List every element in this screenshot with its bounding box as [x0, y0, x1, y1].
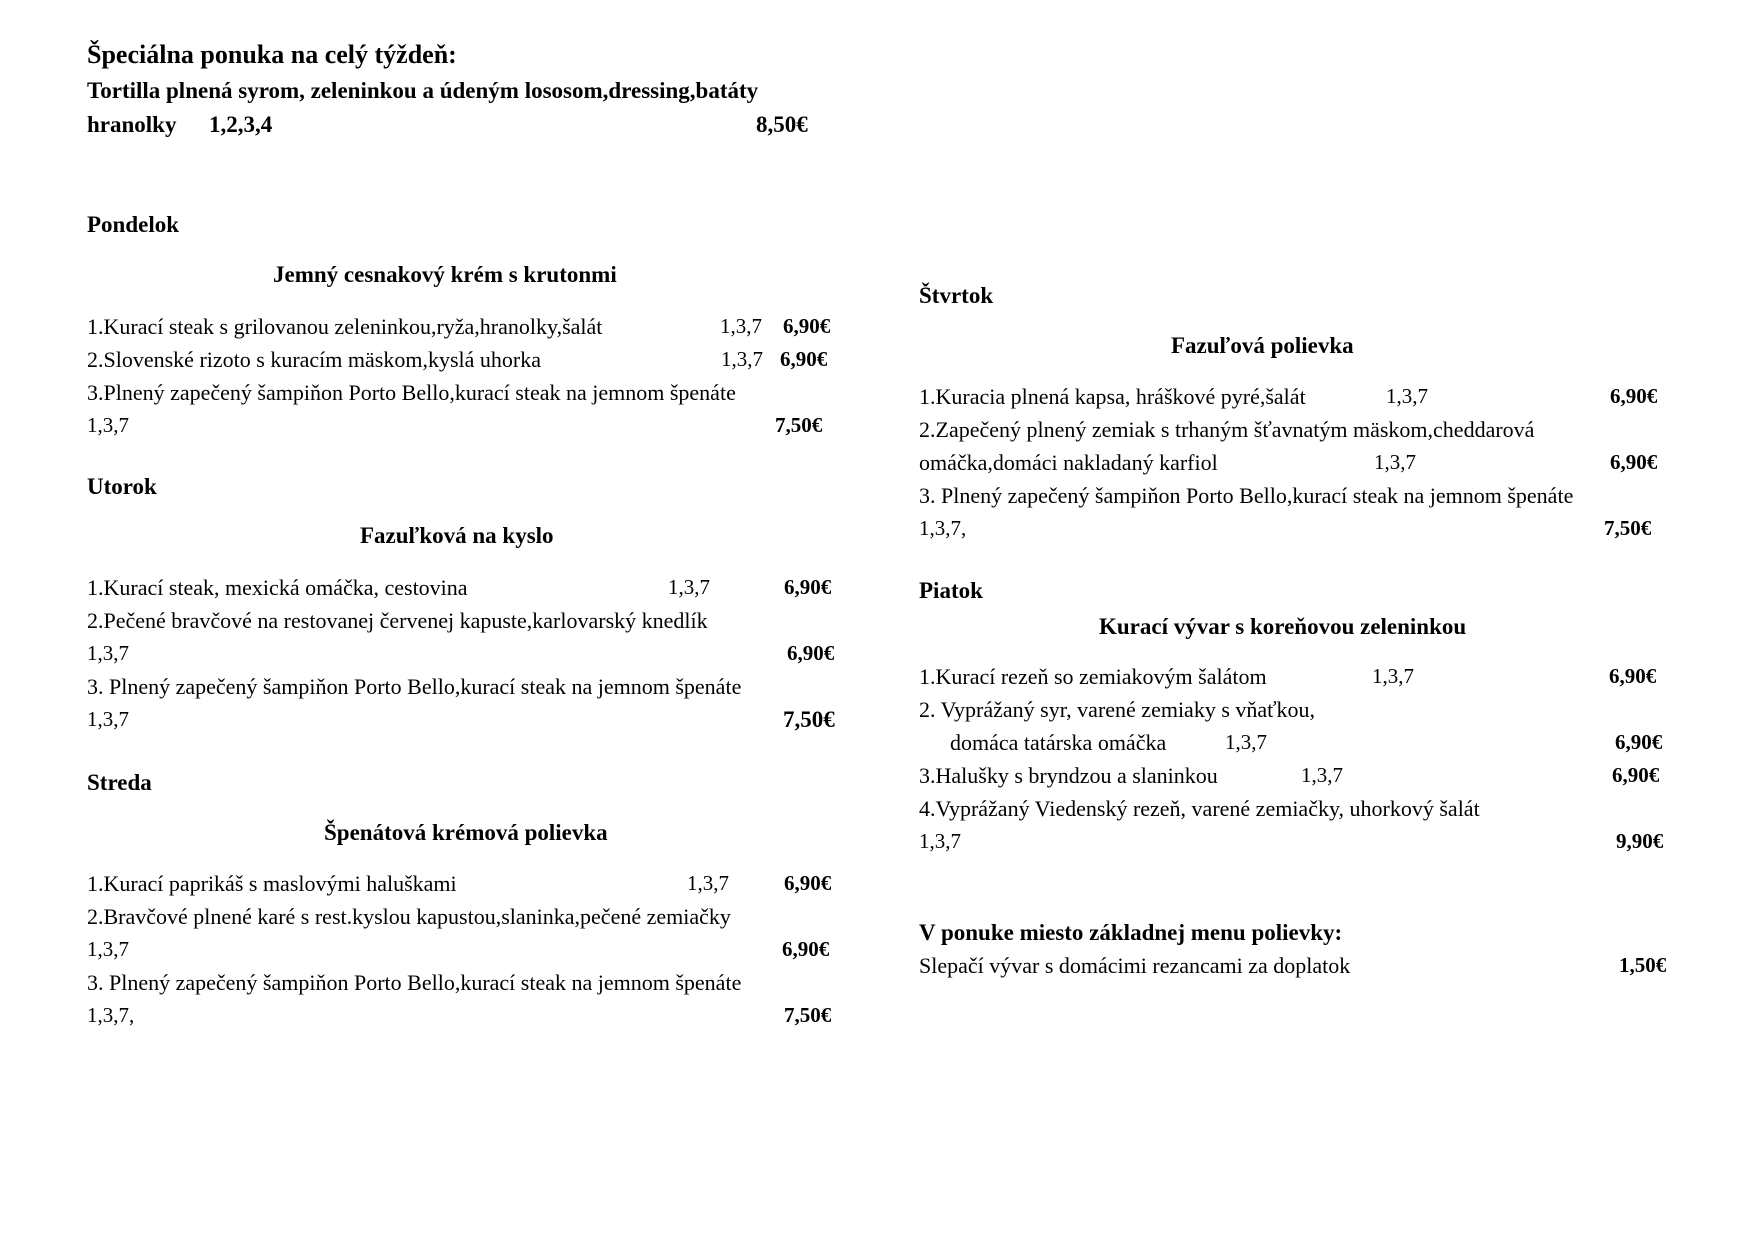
extra-title: V ponuke miesto základnej menu polievky:: [919, 920, 1343, 945]
menu-item-price: 6,90€: [1610, 384, 1658, 408]
menu-item-allergens: 1,3,7: [720, 314, 762, 338]
menu-item-allergens: 1,3,7: [87, 937, 129, 961]
menu-item-allergens: 1,3,7,: [87, 1003, 135, 1027]
menu-item-price: 6,90€: [787, 641, 835, 665]
day-heading-monday: Pondelok: [87, 212, 180, 237]
menu-item-allergens: 1,3,7: [919, 829, 961, 853]
menu-item-allergens: 1,3,7,: [919, 516, 967, 540]
menu-item-allergens: 1,3,7: [721, 347, 763, 371]
menu-item-price: 6,90€: [784, 575, 832, 599]
extra-text: Slepačí vývar s domácimi rezancami za doplatok: [919, 953, 1351, 978]
menu-item-price: 6,90€: [1609, 664, 1657, 688]
menu-item-allergens: 1,3,7: [87, 707, 129, 731]
menu-item-text: 2.Slovenské rizoto s kuracím mäskom,kyslá uhorka: [87, 347, 541, 372]
special-line-1: Tortilla plnená syrom, zeleninkou a údeným lososom,dressing,batáty: [87, 78, 759, 103]
menu-item-text: 1.Kurací paprikáš s maslovými haluškami: [87, 871, 457, 896]
menu-item-price: 6,90€: [1612, 763, 1660, 787]
menu-item-text-continued: domáca tatárska omáčka: [950, 730, 1167, 755]
menu-item-text: 4.Vyprážaný Viedenský rezeň, varené zemiačky, uhorkový šalát: [919, 796, 1480, 821]
menu-item-text: 1.Kuracia plnená kapsa, hráškové pyré,šalát: [919, 384, 1306, 409]
menu-item-price: 9,90€: [1616, 829, 1664, 853]
day-heading-friday: Piatok: [919, 578, 983, 603]
menu-item-price: 6,90€: [783, 314, 831, 338]
soup-wednesday: Špenátová krémová polievka: [324, 820, 608, 845]
special-allergens: 1,2,3,4: [209, 112, 273, 137]
menu-item-price: 6,90€: [780, 347, 828, 371]
menu-item-price: 6,90€: [1615, 730, 1663, 754]
menu-item-price: 7,50€: [775, 413, 823, 437]
day-heading-wednesday: Streda: [87, 770, 152, 795]
special-price: 8,50€: [756, 112, 808, 137]
menu-item-text-continued: omáčka,domáci nakladaný karfiol: [919, 450, 1218, 475]
special-line-2: hranolky: [87, 112, 177, 137]
menu-item-allergens: 1,3,7: [87, 641, 129, 665]
menu-item-allergens: 1,3,7: [1225, 730, 1267, 754]
menu-item-text: 3. Plnený zapečený šampiňon Porto Bello,kurací steak na jemnom špenáte: [919, 483, 1574, 508]
menu-item-text: 2.Zapečený plnený zemiak s trhaným šťavnatým mäskom,cheddarová: [919, 417, 1535, 442]
menu-item-text: 1.Kurací rezeň so zemiakovým šalátom: [919, 664, 1267, 689]
soup-monday: Jemný cesnakový krém s krutonmi: [273, 262, 617, 287]
day-heading-thursday: Štvrtok: [919, 283, 994, 308]
menu-item-text: 3.Halušky s bryndzou a slaninkou: [919, 763, 1218, 788]
soup-thursday: Fazuľová polievka: [1171, 333, 1354, 358]
special-title: Špeciálna ponuka na celý týždeň:: [87, 40, 457, 69]
extra-price: 1,50€: [1619, 953, 1667, 977]
menu-item-price: 6,90€: [784, 871, 832, 895]
menu-item-text: 3. Plnený zapečený šampiňon Porto Bello,kurací steak na jemnom špenáte: [87, 970, 742, 995]
menu-item-text: 1.Kurací steak s grilovanou zeleninkou,ryža,hranolky,šalát: [87, 314, 603, 339]
menu-item-allergens: 1,3,7: [1386, 384, 1428, 408]
menu-item-price: 7,50€: [783, 707, 835, 732]
menu-item-text: 1.Kurací steak, mexická omáčka, cestovina: [87, 575, 468, 600]
menu-item-allergens: 1,3,7: [1374, 450, 1416, 474]
menu-item-allergens: 1,3,7: [1301, 763, 1343, 787]
menu-item-text: 2. Vyprážaný syr, varené zemiaky s vňaťkou,: [919, 697, 1316, 722]
menu-item-allergens: 1,3,7: [87, 413, 129, 437]
soup-friday: Kurací vývar s koreňovou zeleninkou: [1099, 614, 1467, 639]
soup-tuesday: Fazuľková na kyslo: [360, 523, 554, 548]
menu-item-price: 6,90€: [782, 937, 830, 961]
menu-item-allergens: 1,3,7: [668, 575, 710, 599]
menu-item-price: 6,90€: [1610, 450, 1658, 474]
menu-item-price: 7,50€: [784, 1003, 832, 1027]
menu-item-price: 7,50€: [1604, 516, 1652, 540]
day-heading-tuesday: Utorok: [87, 474, 157, 499]
menu-item-text: 3.Plnený zapečený šampiňon Porto Bello,kurací steak na jemnom špenáte: [87, 380, 736, 405]
menu-item-text: 2.Pečené bravčové na restovanej červenej kapuste,karlovarský knedlík: [87, 608, 708, 633]
menu-item-allergens: 1,3,7: [1372, 664, 1414, 688]
menu-item-text: 2.Bravčové plnené karé s rest.kyslou kapustou,slaninka,pečené zemiačky: [87, 904, 731, 929]
menu-item-text: 3. Plnený zapečený šampiňon Porto Bello,kurací steak na jemnom špenáte: [87, 674, 742, 699]
menu-item-allergens: 1,3,7: [687, 871, 729, 895]
